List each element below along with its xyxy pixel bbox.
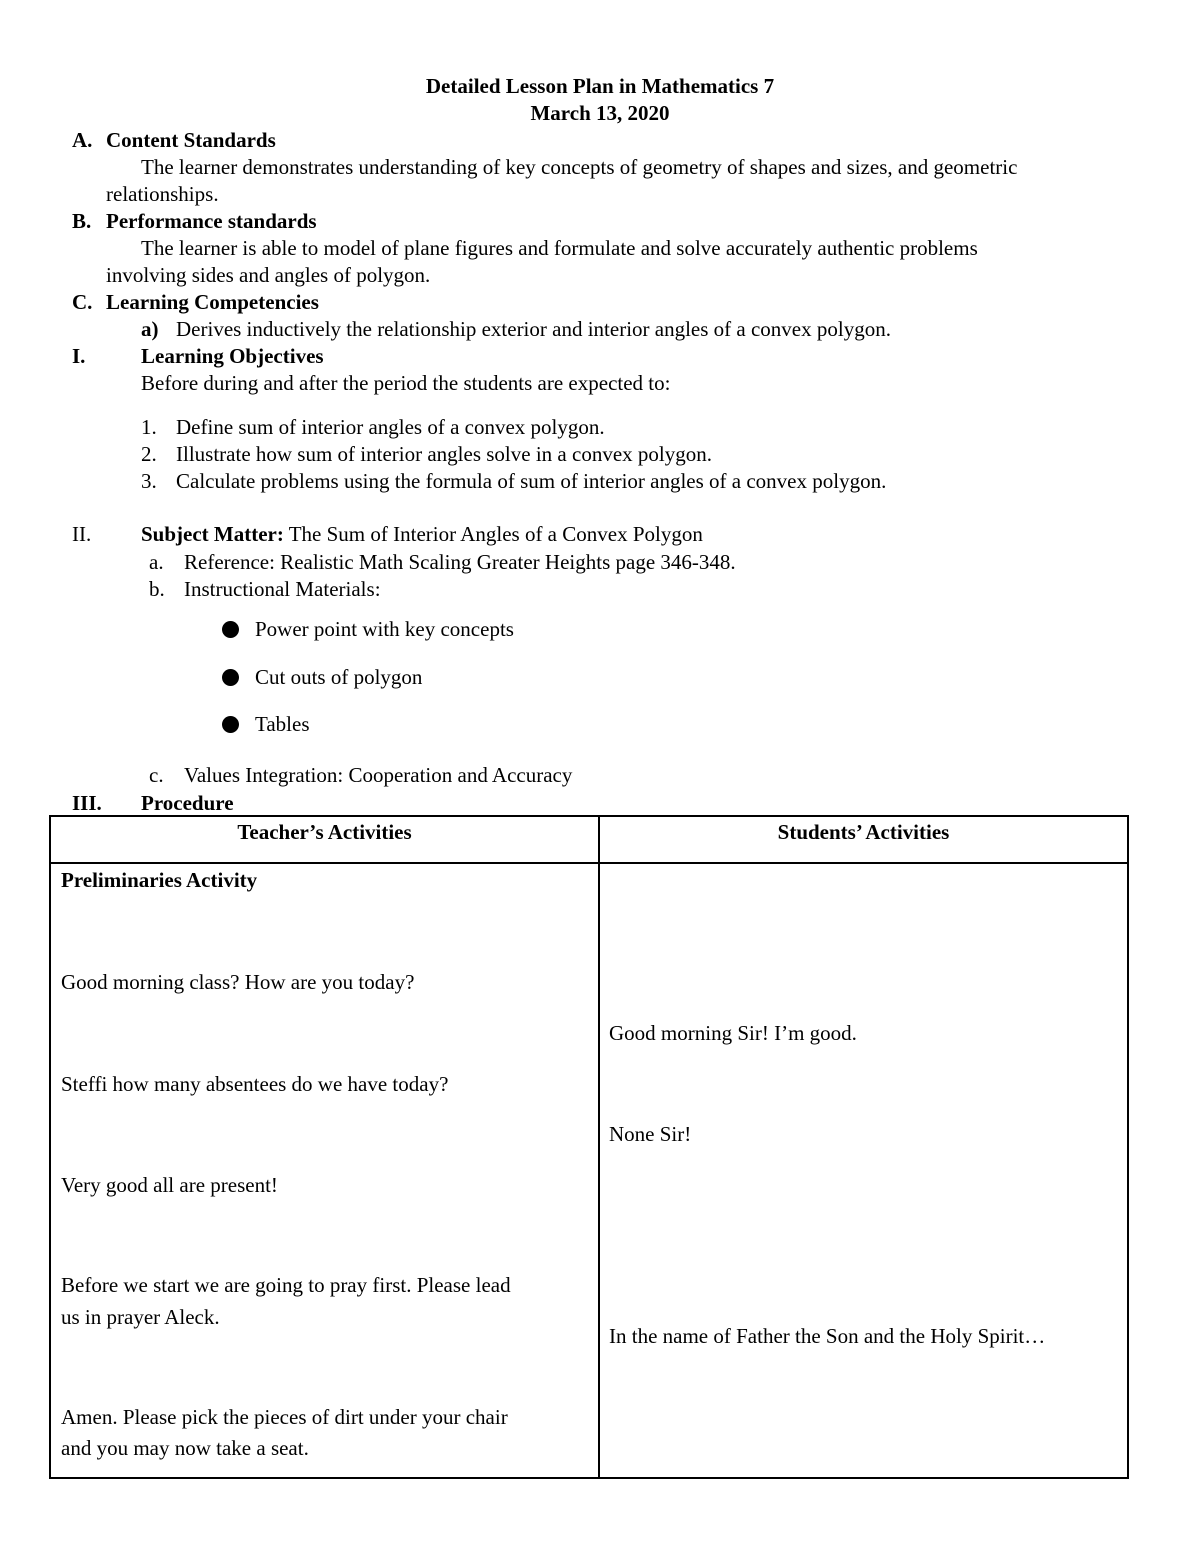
subject-item-marker: b. — [149, 577, 165, 601]
objective-text: Calculate problems using the formula of sum of interior angles of a convex polygon. — [176, 469, 887, 493]
objectives-intro: Before during and after the period the students are expected to: — [141, 371, 671, 395]
student-line: Good morning Sir! I’m good. — [609, 1021, 857, 1045]
subject-matter-topic: The Sum of Interior Angles of a Convex Polygon — [288, 522, 703, 546]
section-iii-marker: III. — [72, 791, 102, 815]
student-line: None Sir! — [609, 1122, 692, 1146]
section-a-marker: A. — [72, 128, 93, 152]
reference-text: Reference: Realistic Math Scaling Greater Heights page 346-348. — [184, 550, 736, 574]
section-i-heading: Learning Objectives — [141, 344, 324, 368]
section-ii-marker: II. — [72, 522, 92, 546]
objective-text: Illustrate how sum of interior angles solve in a convex polygon. — [176, 442, 712, 466]
section-iii-heading: Procedure — [141, 791, 234, 815]
document-date: March 13, 2020 — [530, 101, 670, 125]
teacher-line: Before we start we are going to pray first. Please lead — [61, 1273, 511, 1297]
bullet-icon — [222, 621, 239, 638]
students-column-header: Students’ Activities — [777, 820, 950, 844]
subject-item-marker: a. — [149, 550, 164, 574]
column-divider — [598, 817, 600, 1477]
competency-text: Derives inductively the relationship exterior and interior angles of a convex polygon. — [176, 317, 891, 341]
section-b-heading: Performance standards — [106, 209, 317, 233]
student-line: In the name of Father the Son and the Holy Spirit… — [609, 1324, 1046, 1348]
section-c-heading: Learning Competencies — [106, 290, 319, 314]
document-title: Detailed Lesson Plan in Mathematics 7 — [425, 74, 775, 98]
values-integration-text: Values Integration: Cooperation and Accuracy — [184, 763, 573, 787]
material-item: Cut outs of polygon — [255, 665, 423, 689]
section-a-text-line1: The learner demonstrates understanding of key concepts of geometry of shapes and sizes, and geometric — [141, 155, 1018, 179]
material-item: Power point with key concepts — [255, 617, 514, 641]
section-b-marker: B. — [72, 209, 92, 233]
subject-matter-line — [141, 524, 703, 545]
procedure-table — [49, 815, 1129, 1479]
objective-number: 1. — [141, 415, 157, 439]
section-a-text-line2: relationships. — [106, 182, 219, 206]
section-b-text-line1: The learner is able to model of plane figures and formulate and solve accurately authentic problems — [141, 236, 978, 260]
material-item: Tables — [255, 712, 310, 736]
bullet-icon — [222, 716, 239, 733]
subject-matter-heading: Subject Matter: — [141, 522, 284, 546]
teacher-column-header: Teacher’s Activities — [237, 820, 412, 844]
section-c-marker: C. — [72, 290, 93, 314]
competency-marker: a) — [141, 317, 159, 341]
teacher-line: Good morning class? How are you today? — [61, 970, 415, 994]
teacher-line: Steffi how many absentees do we have today? — [61, 1072, 449, 1096]
teacher-line: Amen. Please pick the pieces of dirt under your chair — [61, 1405, 508, 1429]
subject-item-marker: c. — [149, 763, 164, 787]
bullet-icon — [222, 669, 239, 686]
instructional-materials-label: Instructional Materials: — [184, 577, 381, 601]
teacher-line: Very good all are present! — [61, 1173, 278, 1197]
header-divider — [51, 862, 1127, 864]
teacher-line: us in prayer Aleck. — [61, 1305, 220, 1329]
teacher-line: and you may now take a seat. — [61, 1436, 309, 1460]
section-i-marker: I. — [72, 344, 86, 368]
objective-number: 3. — [141, 469, 157, 493]
section-a-heading: Content Standards — [106, 128, 276, 152]
preliminaries-title: Preliminaries Activity — [61, 868, 258, 892]
objective-number: 2. — [141, 442, 157, 466]
objective-text: Define sum of interior angles of a convex polygon. — [176, 415, 605, 439]
section-b-text-line2: involving sides and angles of polygon. — [106, 263, 431, 287]
